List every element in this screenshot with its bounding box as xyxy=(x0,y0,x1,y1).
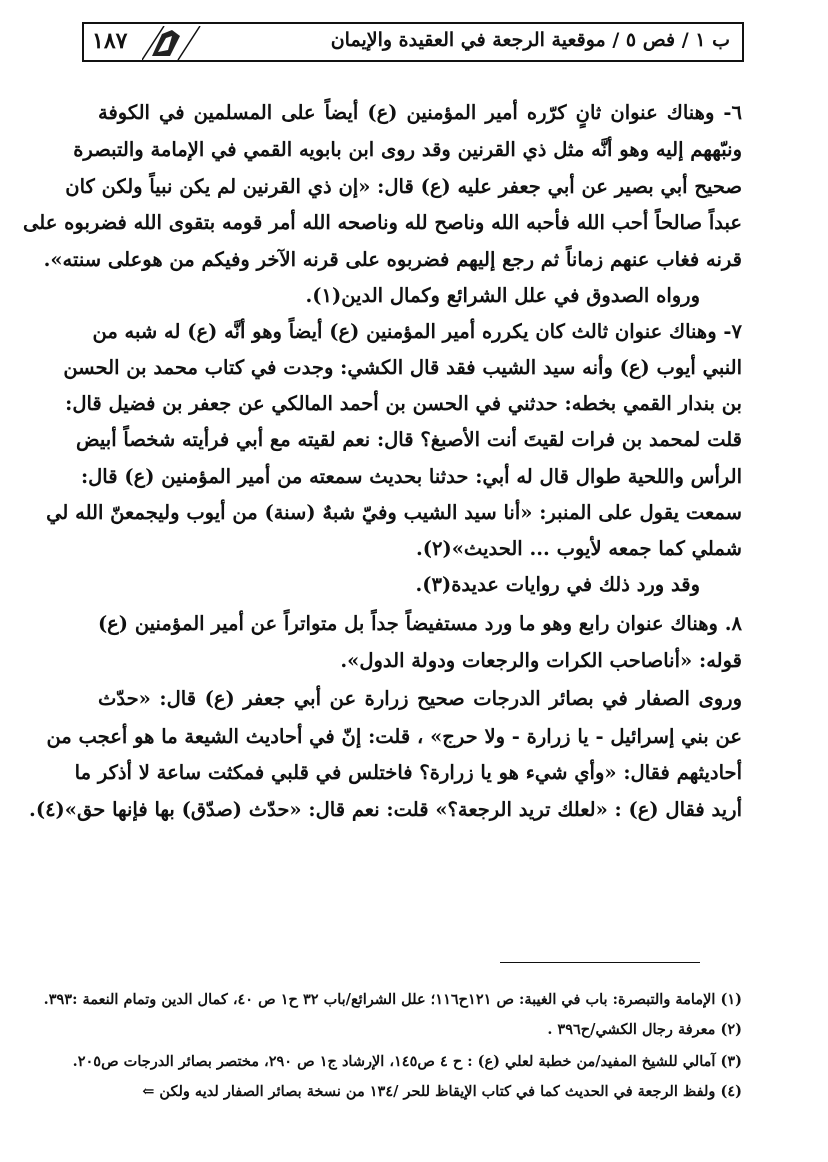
text-line: أريد فقال (ع) : «لعلك تريد الرجعة؟» قلت: نعم قال: «حدّث (صدّق) بها فإنها حق»(٤). xyxy=(29,798,742,821)
text-line: سمعت يقول على المنبر: «أنا سيد الشيب وفيّ شبهٌ (سنة) من أيوب وليجمعنّ الله لي xyxy=(46,501,742,524)
text-line: عن بني إسرائيل - يا زرارة - ولا حرج» ، قلت: إنّ في أحاديث الشيعة ما هو أعجب من xyxy=(46,725,742,748)
text-line: ورواه الصدوق في علل الشرائع وكمال الدين(١). xyxy=(305,284,700,307)
text-line: عبداً صالحاً أحب الله فأحبه الله وناصح لله وناصحه الله أمر قومه بتقوى الله فضربوه على xyxy=(23,211,742,234)
text-line: أحاديثهم فقال: «وأي شيء هو يا زرارة؟ فاختلس في قلبي فمكثت ساعة لا أذكر ما xyxy=(74,761,742,784)
text-line: بن بندار القمي بخطه: حدثني في الحسن بن أحمد المالكي عن جعفر بن فضيل قال: xyxy=(65,392,742,415)
running-header xyxy=(82,22,744,62)
footnote-divider xyxy=(500,962,700,963)
text-line: ٦- وهناك عنوان ثانٍ كرّره أمير المؤمنين (ع) أيضاً على المسلمين في الكوفة xyxy=(98,101,742,124)
text-line: النبي أيوب (ع) وأنه سيد الشيب فقد قال الكشي: وجدت في كتاب محمد بن الحسن xyxy=(63,356,742,379)
chapter-title: ب ١ / فص ٥ / موقعية الرجعة في العقيدة والإيمان xyxy=(330,29,730,51)
text-line: وروى الصفار في بصائر الدرجات صحيح زرارة عن أبي جعفر (ع) قال: «حدّث xyxy=(98,687,742,710)
text-line: وقد ورد ذلك في روايات عديدة(٣). xyxy=(415,573,700,596)
footnote: (٢) معرفة رجال الكشي/ح٣٩٦ . xyxy=(547,1021,742,1038)
text-line: صحيح أبي بصير عن أبي جعفر عليه (ع) قال: «إن ذي القرنين لم يكن نبياً ولكن كان xyxy=(65,175,742,198)
text-line: ونبّههم إليه وهو أنَّه مثل ذي القرنين وقد روى ابن بابويه القمي في الإمامة والتبصرة xyxy=(73,138,742,161)
text-line: الرأس واللحية طوال قال له أبي: حدثنا بحديث سمعته من أمير المؤمنين (ع) قال: xyxy=(80,465,742,488)
text-line: قوله: «أناصاحب الكرات والرجعات ودولة الدول». xyxy=(340,649,742,672)
footnote: (١) الإمامة والتبصرة: باب في الغيبة: ص ١٢١ح١١٦؛ علل الشرائع/باب ٣٢ ح١ ص ٤٠، كمال الدين وتمام النعمة :٣٩٣. xyxy=(43,991,742,1008)
footnote: (٤) ولفظ الرجعة في الحديث كما في كتاب الإيقاظ للحر /١٣٤ من نسخة بصائر الصفار لديه ولكن ⇐ xyxy=(142,1083,742,1100)
text-line: ٧- وهناك عنوان ثالث كان يكرره أمير المؤمنين (ع) أيضاً وهو أنَّه (ع) له شبه من xyxy=(92,320,742,343)
text-line: قرنه فغاب عنهم زماناً ثم رجع إليهم فضربوه على قرنه الآخر وفيكم من هوعلى سنته». xyxy=(43,248,742,271)
page-number: ١٨٧ xyxy=(92,28,128,54)
text-line: شملي كما جمعه لأيوب ... الحديث»(٢). xyxy=(416,537,742,560)
footnote: (٣) آمالي للشيخ المفيد/من خطبة لعلي (ع) : ح ٤ ص١٤٥، الإرشاد ج١ ص ٢٩٠، مختصر بصائر الدرجات ص٢٠٥. xyxy=(72,1053,742,1070)
text-line: قلت لمحمد بن فرات لقيتَ أنت الأصبغ؟ قال: نعم لقيته مع أبي فرأيته شخصاً أبيض xyxy=(76,428,742,451)
ornament-icon xyxy=(142,26,202,60)
text-line: ٨. وهناك عنوان رابع وهو ما ورد مستفيضاً جداً بل متواتراً عن أمير المؤمنين (ع) xyxy=(97,612,742,635)
